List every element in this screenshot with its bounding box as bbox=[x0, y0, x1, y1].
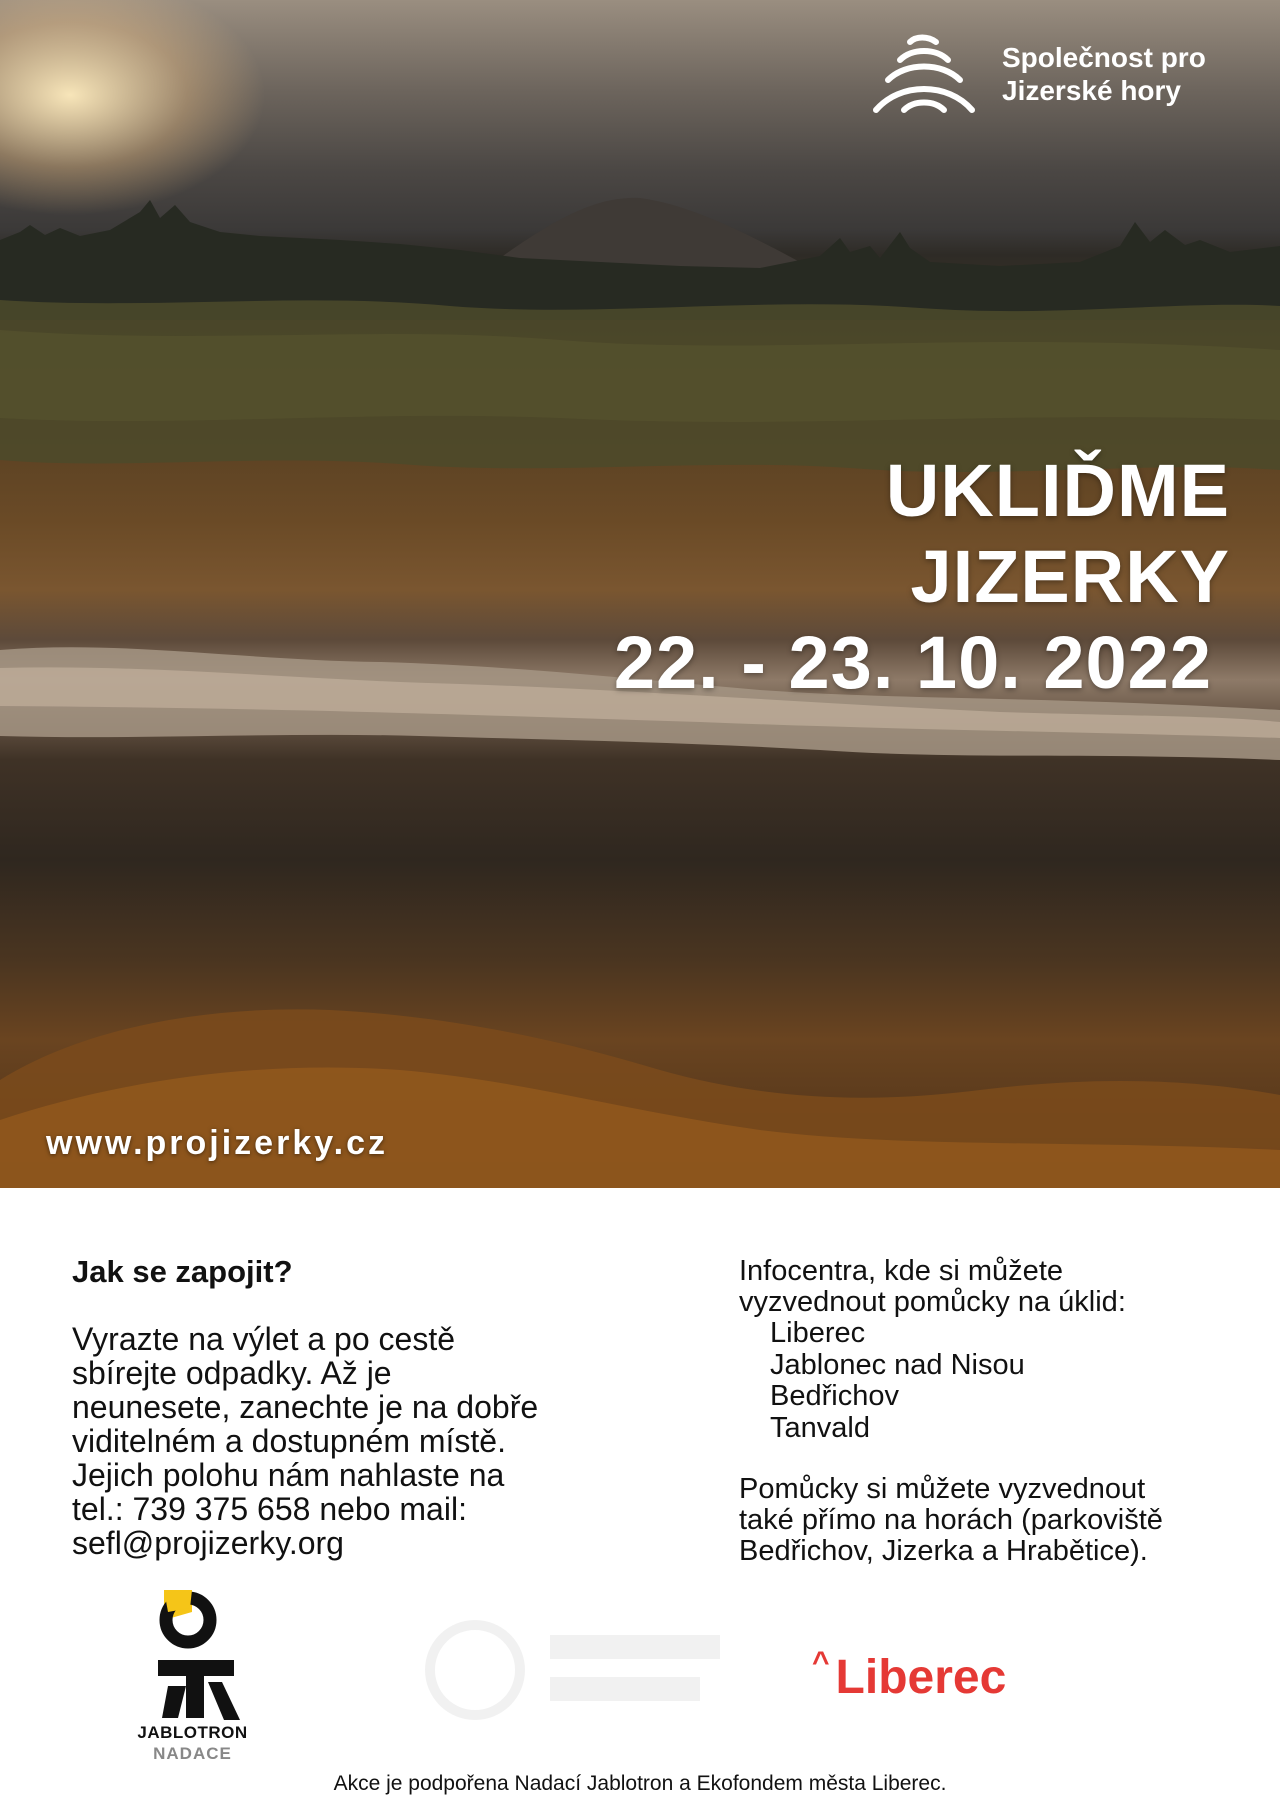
website-url: www.projizerky.cz bbox=[46, 1124, 388, 1162]
event-title: UKLIĎME JIZERKY bbox=[885, 449, 1230, 618]
pickup-note bbox=[739, 1474, 1239, 1567]
infocentra-place: Bedřichov bbox=[770, 1380, 899, 1412]
howto-line: Jejich polohu nám nahlaste na bbox=[72, 1457, 505, 1493]
faint-partner-logo-icon bbox=[420, 1615, 740, 1725]
pickup-note-line: Bedřichov, Jizerka a Hrabětice). bbox=[739, 1535, 1148, 1567]
howto-line: neunesete, zanechte je na dobře bbox=[72, 1389, 539, 1425]
infocentra-place: Jablonec nad Nisou bbox=[770, 1348, 1025, 1381]
howto-line: sefl@projizerky.org bbox=[72, 1525, 344, 1561]
pickup-note-line: také přímo na horách (parkoviště bbox=[739, 1504, 1163, 1536]
org-name-line2: Jizerské hory bbox=[1002, 75, 1181, 106]
howto-line: tel.: 739 375 658 nebo mail: bbox=[72, 1491, 467, 1527]
org-name-line1: Společnost pro bbox=[1002, 42, 1206, 73]
howto-line: Vyrazte na výlet a po cestě bbox=[72, 1321, 456, 1357]
pickup-note-line: Pomůcky si můžete vyzvednout bbox=[739, 1473, 1146, 1505]
jablotron-subtitle: NADACE bbox=[153, 1744, 232, 1763]
infocentra-place: Tanvald bbox=[770, 1411, 870, 1444]
mountain-lines-icon bbox=[870, 28, 976, 120]
howto-line: viditelném a dostupném místě. bbox=[72, 1423, 506, 1459]
event-dates: 22. - 23. 10. 2022 bbox=[613, 621, 1212, 704]
infocentra-intro-line: Infocentra, kde si můžete bbox=[739, 1255, 1063, 1287]
event-headline bbox=[560, 448, 1230, 706]
org-name bbox=[1002, 41, 1252, 107]
liberec-caret-icon: ^ bbox=[812, 1646, 830, 1679]
jablotron-name: JABLOTRON bbox=[137, 1723, 248, 1742]
howto-line: sbírejte odpadky. Až je bbox=[72, 1355, 392, 1391]
infocentra-list bbox=[770, 1318, 1025, 1444]
support-note: Akce je podpořena Nadací Jablotron a Ekofondem města Liberec. bbox=[333, 1772, 947, 1795]
liberec-logo bbox=[812, 1646, 1007, 1705]
org-brand bbox=[870, 28, 1252, 120]
infocentra-intro-line: vyzvednout pomůcky na úklid: bbox=[739, 1286, 1126, 1318]
howto-heading: Jak se zapojit? bbox=[72, 1254, 293, 1289]
infocentra-intro bbox=[739, 1256, 1239, 1318]
infocentra-place: Liberec bbox=[770, 1317, 866, 1349]
howto-paragraph bbox=[72, 1322, 632, 1560]
liberec-wordmark: Liberec bbox=[835, 1651, 1007, 1704]
